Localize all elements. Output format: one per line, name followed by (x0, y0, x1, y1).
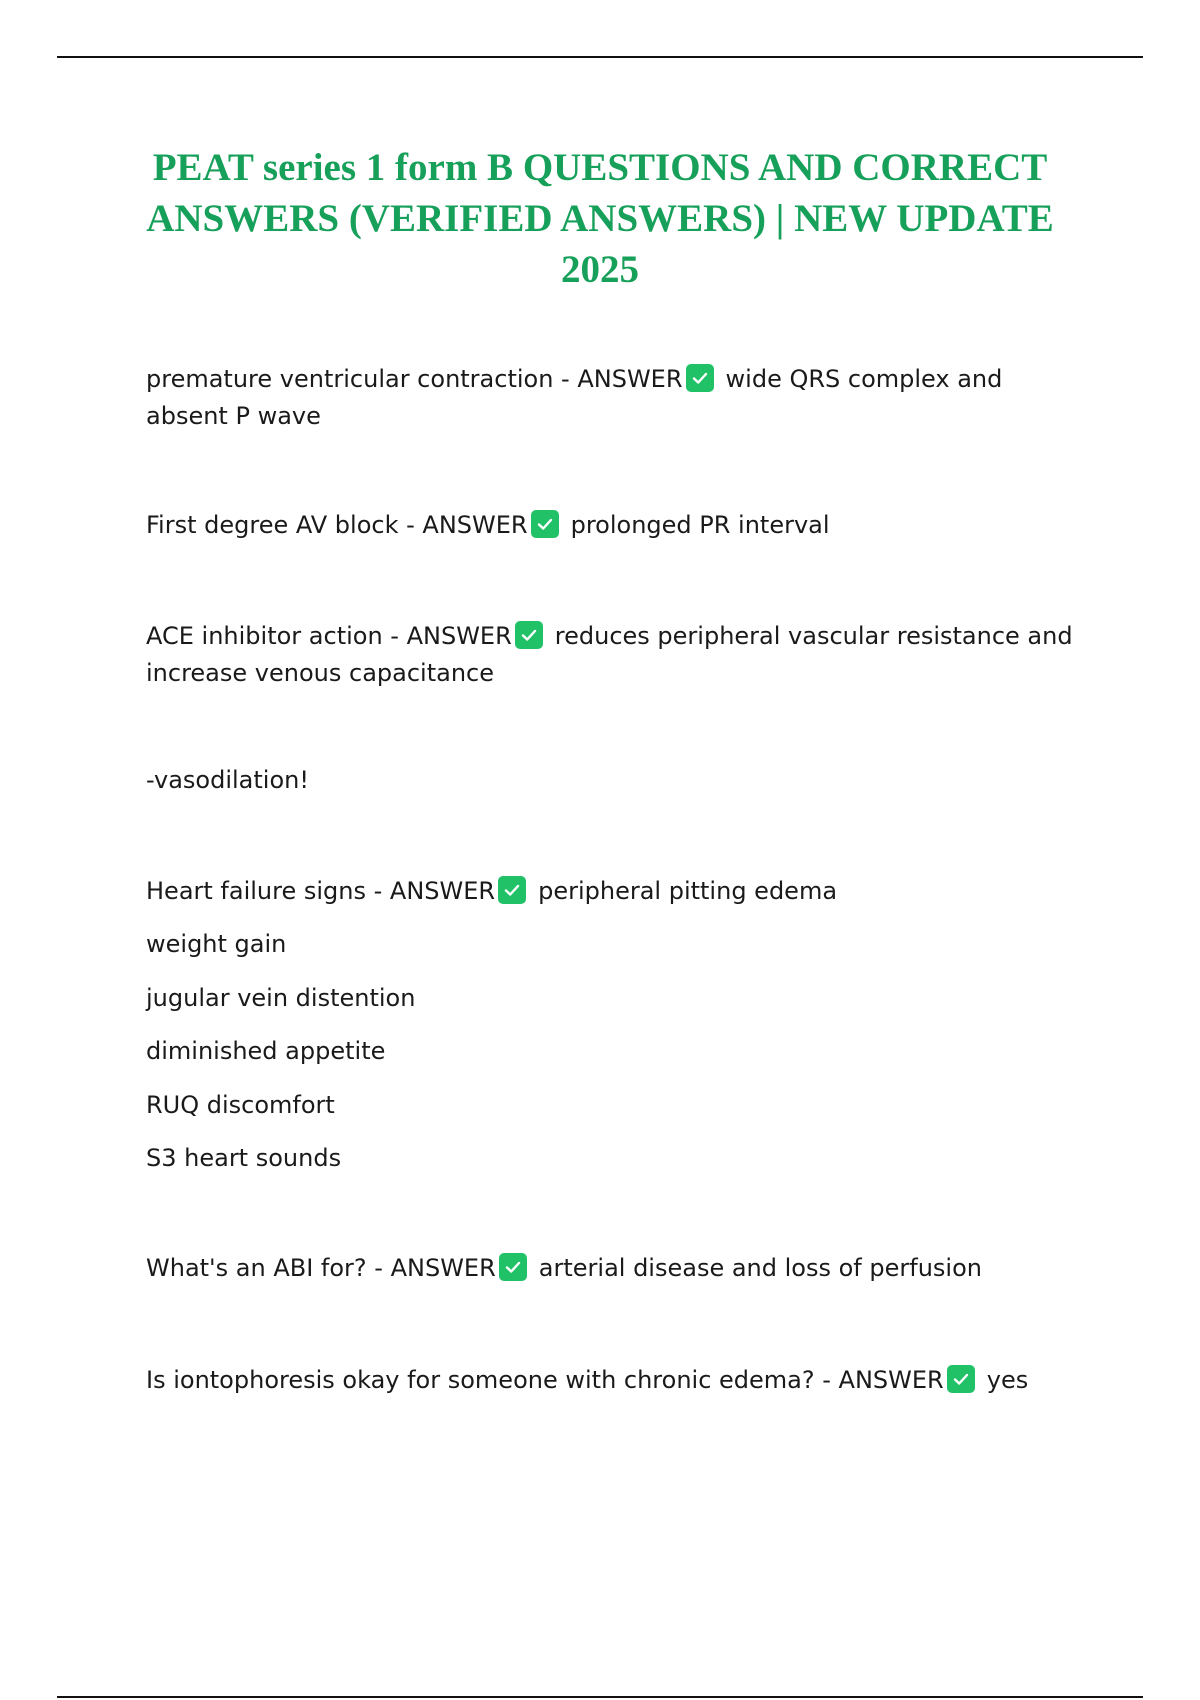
qa-item (146, 1362, 1028, 1399)
answer-continuation: jugular vein distention (146, 984, 416, 1012)
check-mark-icon (498, 876, 526, 904)
answer-marker: ANSWER (406, 622, 512, 650)
note-text: -vasodilation! (146, 766, 309, 794)
answer-continuation: diminished appetite (146, 1037, 386, 1065)
answer-text: peripheral pitting edema (538, 877, 838, 905)
bottom-rule (57, 1696, 1143, 1698)
answer-marker: ANSWER (389, 877, 496, 905)
qa-item (146, 361, 1086, 435)
question-text: Is iontophoresis okay for someone with chronic edema? - (146, 1366, 839, 1394)
question-text: What's an ABI for? - (146, 1254, 391, 1282)
answer-marker: ANSWER (390, 1254, 496, 1282)
qa-item (146, 1250, 982, 1287)
answer-continuation: RUQ discomfort (146, 1091, 335, 1119)
qa-item (146, 618, 1086, 692)
answer-marker: ANSWER (577, 365, 683, 393)
qa-item (146, 507, 830, 544)
answer-text: reduces peripheral vascular resistance and increase venous capacitance (146, 622, 1073, 687)
answer-text: prolonged PR interval (570, 511, 830, 539)
qa-item (146, 873, 837, 910)
check-mark-icon (499, 1253, 527, 1281)
check-mark-icon (686, 364, 714, 392)
answer-text: arterial disease and loss of perfusion (538, 1254, 982, 1282)
question-text: Heart failure signs - (146, 877, 390, 905)
question-text: ACE inhibitor action - (146, 622, 407, 650)
check-mark-icon (531, 510, 559, 538)
check-mark-icon (515, 621, 543, 649)
answer-continuation: weight gain (146, 930, 287, 958)
question-text: First degree AV block - (146, 511, 423, 539)
answer-text: yes (986, 1366, 1029, 1394)
document-title: PEAT series 1 form B QUESTIONS AND CORRECT ANSWERS (VERIFIED ANSWERS) | NEW UPDATE 2025 (146, 146, 1054, 291)
answer-text: wide QRS complex and absent P wave (146, 365, 1003, 430)
answer-continuation: S3 heart sounds (146, 1144, 342, 1172)
top-rule (57, 56, 1143, 58)
check-mark-icon (947, 1365, 975, 1393)
answer-marker: ANSWER (838, 1366, 944, 1394)
question-text: premature ventricular contraction - (146, 365, 578, 393)
answer-marker: ANSWER (422, 511, 528, 539)
